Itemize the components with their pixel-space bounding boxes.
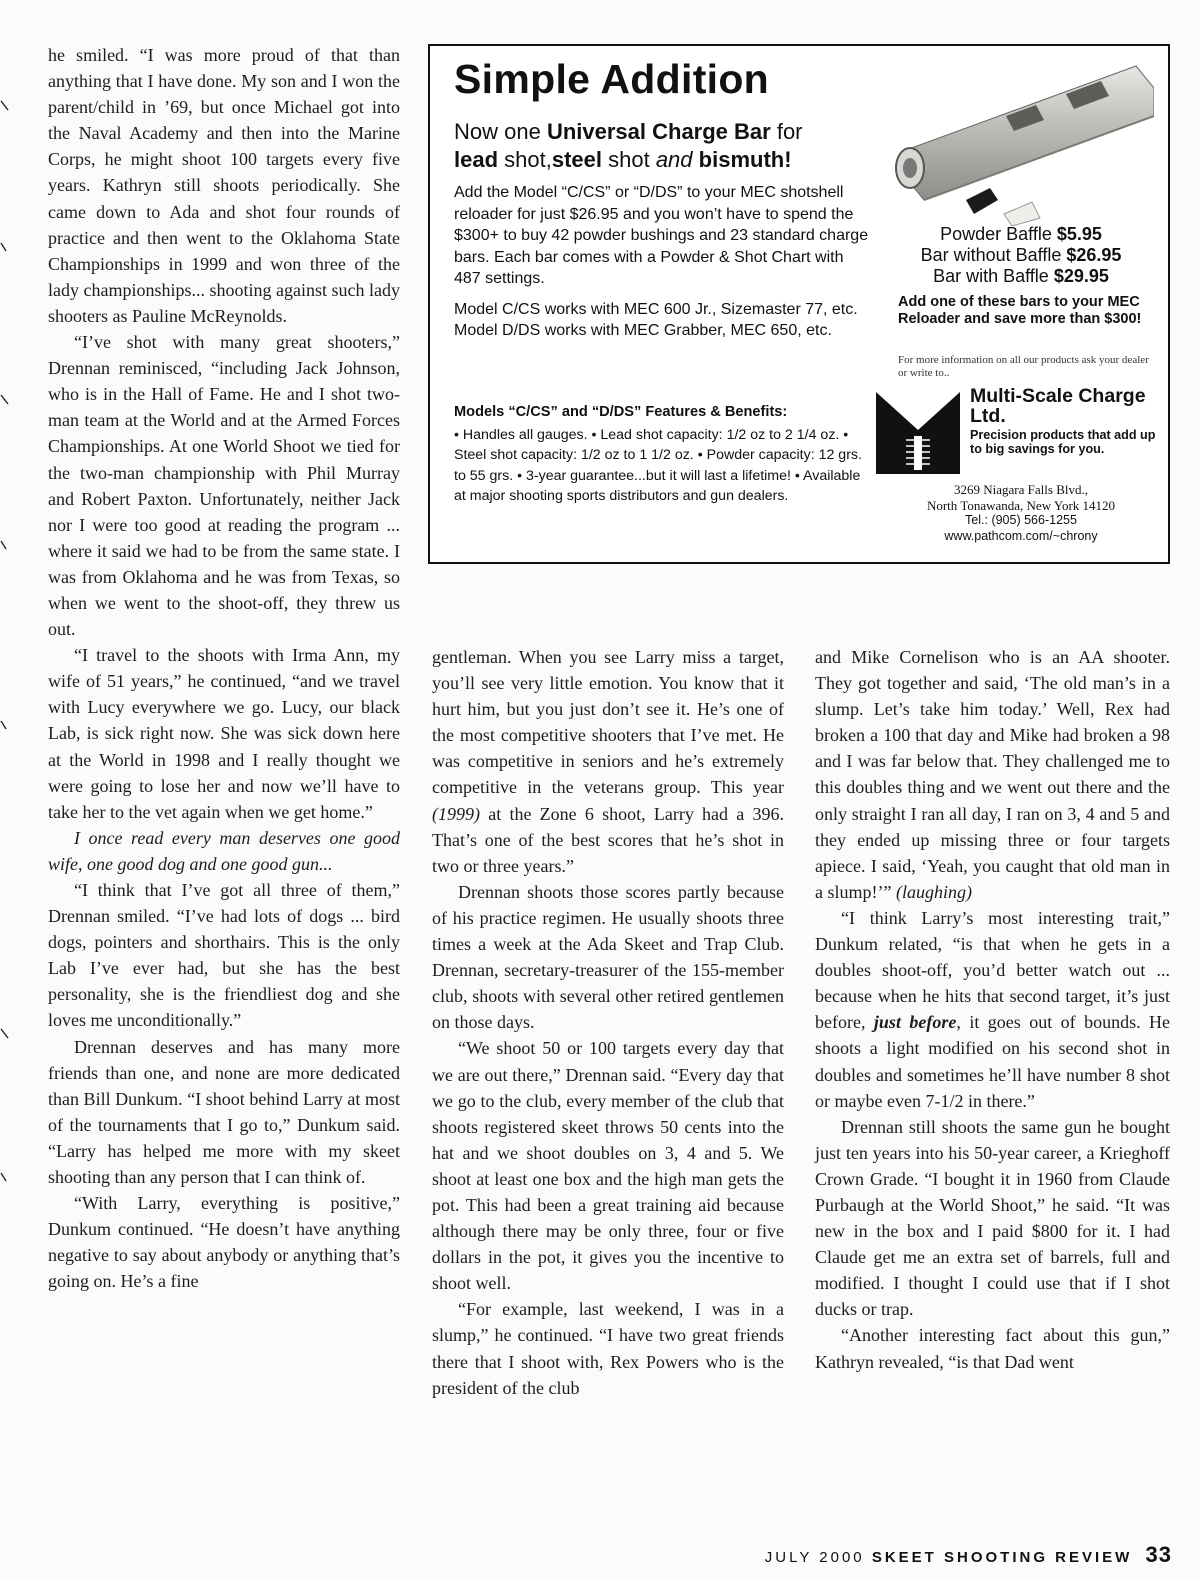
ad-headline: Now one Universal Charge Bar for lead shot,steel shot and bismuth! [454,119,803,172]
phone: Tel.: (905) 566-1255 [965,513,1077,527]
article-column-1 [48,42,400,1295]
paragraph: Drennan deserves and has many more friends than one, and none are more dedicated than Bill Dunkum. “I shoot behind Larry at most of the tournaments that I go to,” Dunkum said. “Larry has helped me more with my skeet shooting than any person that I can think of. [48,1036,400,1188]
features-text: • Handles all gauges. • Lead shot capacity: 1/2 oz to 2 1/4 oz. • Steel shot capacity: 1/2 oz to 1 1/2 oz. • Powder capacity: 12 grs. to 55 grs. • 3-year guarantee...but it will last a lifetime! • Available at major shooting sports distributors and gun dealers. [454,426,862,505]
ad-title: Simple Addition [454,56,770,102]
margin-mark [0,1172,10,1184]
paragraph: Drennan still shoots the same gun he bought just ten years into his 50-year career, a Krieghoff Crown Grade. “I bought it in 1960 from Claude Purbaugh at the World Shoot,” he said. “It was new in the box and I paid $800 for it. I had Claude get me an extra set of barrels, full and modified. I thought I could use that if I shot ducks or trap. [815,1116,1170,1320]
company-logo-icon [876,392,960,474]
page-number: 33 [1145,1542,1172,1567]
margin-mark [0,720,10,732]
ad-features [454,402,874,507]
margin-mark [0,242,10,254]
magazine-name: SKEET SHOOTING REVIEW [871,1549,1133,1566]
paragraph: “With Larry, everything is positive,” Dunkum continued. “He doesn’t have anything negative to say about anybody or anything that’s going on. He’s a fine [48,1193,400,1292]
company-address: 3269 Niagara Falls Blvd., North Tonawanda, New York 14120 Tel.: (905) 566-1255 www.pathcom.com/~chrony [886,482,1156,544]
italic-paragraph: I once read every man deserves one good wife, one good dog and one good gun... [48,827,400,874]
margin-mark [0,100,10,112]
website-link[interactable]: www.pathcom.com/~chrony [944,528,1098,543]
paragraph: “Another interesting fact about this gun,” Kathryn revealed, “is that Dad went [815,1325,1170,1372]
ad-body-paragraph: Add the Model “C/CS” or “D/DS” to your MEC shotshell reloader for just $26.95 and you won’t have to spend the $300+ to buy 42 powder bushings and 23 standard charge bars. Each bar comes with a Powder & Shot Chart with 487 settings. [454,184,869,287]
price-item: Bar without Baffle $26.95 [920,245,1122,265]
paragraph: “We shoot 50 or 100 targets every day that we are out there,” Drennan said. “Every day that we go to the club, every member of the club that shoots registered skeet throws 50 cents into the hat and we shoot doubles on 3, 4 and 5. We shoot at least one box and the high man gets the pot. This had been a great training aid because although there may be only three, four or five dollars in the pot, it gives you the incentive to shoot well. [432,1038,784,1294]
paragraph: he smiled. “I was more proud of that than anything that I have done. My son and I won the parent/child in ’69, but once Michael got into the Naval Academy and then into the Marine Corps, he might shoot 100 targets every five years. Kathryn still shoots periodically. She came down to Ada and shot four rounds of practice and then went to the Oklahoma State Championships in 1999 and won three of the lady championships... shooting against such lady shooters as Pauline McReynolds. [48,45,400,326]
ad-promo: Add one of these bars to your MEC Reloader and save more than $300! [898,294,1142,327]
company-tagline: Precision products that add up to big savings for you. [970,428,1156,456]
page-footer [765,1542,1172,1568]
price-item: Powder Baffle $5.95 [940,224,1102,244]
company-name: Multi-Scale Charge Ltd. [970,385,1146,427]
margin-mark [0,540,10,552]
paragraph: and Mike Cornelison who is an AA shooter. They got together and said, ‘The old man’s in a slump. Let’s take him today.’ Well, Rex had broken a 100 that day and Mike had broken a 98 and I was far below that. They challenged me to this doubles thing and we went out there and the only straight I ran all day, I ran on 3, 4 and 5 and they ended up missing three or four targets apiece. I said, ‘Yeah, you caught that old man in a slump!’” (laughing) [815,647,1170,902]
paragraph: “For example, last weekend, I was in a slump,” he continued. “I have two great friends there that I shoot with, Rex Powers who is the president of the club [432,1299,784,1398]
margin-mark [0,1028,10,1040]
ad-info: For more information on all our products ask your dealer or write to.. [898,354,1149,379]
company-block [970,386,1170,456]
paragraph: “I’ve shot with many great shooters,” Drennan reminisced, “including Jack Johnson, who is in the Hall of Fame. He and I shot two-man team at the World and at the Armed Forces Championships. At one World Shoot we tied for the two-man championship with Phil Murray and Robert Paxton. Unfortunately, neither Jack nor I were too good at reading the program ... where it said we had to be from the same state. I was from Oklahoma and he was from Texas, so when we went to the shoot-off, they threw us out. [48,332,400,640]
issue-date: JULY 2000 [764,1549,865,1566]
ad-body-paragraph: Model C/CS works with MEC 600 Jr., Sizemaster 77, etc. Model D/DS works with MEC Grabber, MEC 650, etc. [454,300,858,339]
ad-body [454,182,874,351]
charge-bar-product-image [886,58,1154,226]
margin-mark [0,394,10,406]
features-heading: Models “C/CS” and “D/DS” Features & Benefits: [454,404,788,420]
paragraph: gentleman. When you see Larry miss a target, you’ll see very little emotion. You know that it hurt him, but you just don’t see it. He’s one of the most competitive shooters that I’ve met. He was competitive in seniors and he’s extremely competitive in the veterans group. This year (1999) at the Zone 6 shoot, Larry had a 396. That’s one of the best scores that he’s shot in two or three years.” [432,647,784,876]
paragraph: “I travel to the shoots with Irma Ann, my wife of 51 years,” he continued, “and we travel with Lucy everywhere we go. Lucy, our black Lab, is sick right now. She was sick down here at the World in 1998 and I really thought we were going to lose her and now we’ll have to take her to the vet again when we get home.” [48,645,400,822]
price-list [886,224,1156,287]
price-item: Bar with Baffle $29.95 [933,266,1109,286]
article-column-2 [432,644,784,1401]
paragraph: Drennan shoots those scores partly because of his practice regimen. He usually shoots three times a week at the Ada Skeet and Trap Club. Drennan, secretary-treasurer of the 155-member club, shoots with several other retired gentlemen on those days. [432,881,784,1033]
advertisement [428,44,1170,564]
article-column-3 [815,644,1170,1375]
paragraph: “I think Larry’s most interesting trait,” Dunkum related, “is that when he gets in a doubles shoot-off, you’d better watch out ... because when he hits that second target, it’s just before, just before, it goes out of bounds. He shoots a light modified on his second shot in doubles and sometimes he’ll have number 8 shot or maybe even 7-1/2 in there.” [815,907,1171,1111]
paragraph: “I think that I’ve got all three of them,” Drennan smiled. “I’ve had lots of dogs ... bird dogs, pointers and shorthairs. This is the only Lab I’ve ever had, but she has the best personality, she is the friendliest dog and she loves me unconditionally.” [48,880,400,1031]
